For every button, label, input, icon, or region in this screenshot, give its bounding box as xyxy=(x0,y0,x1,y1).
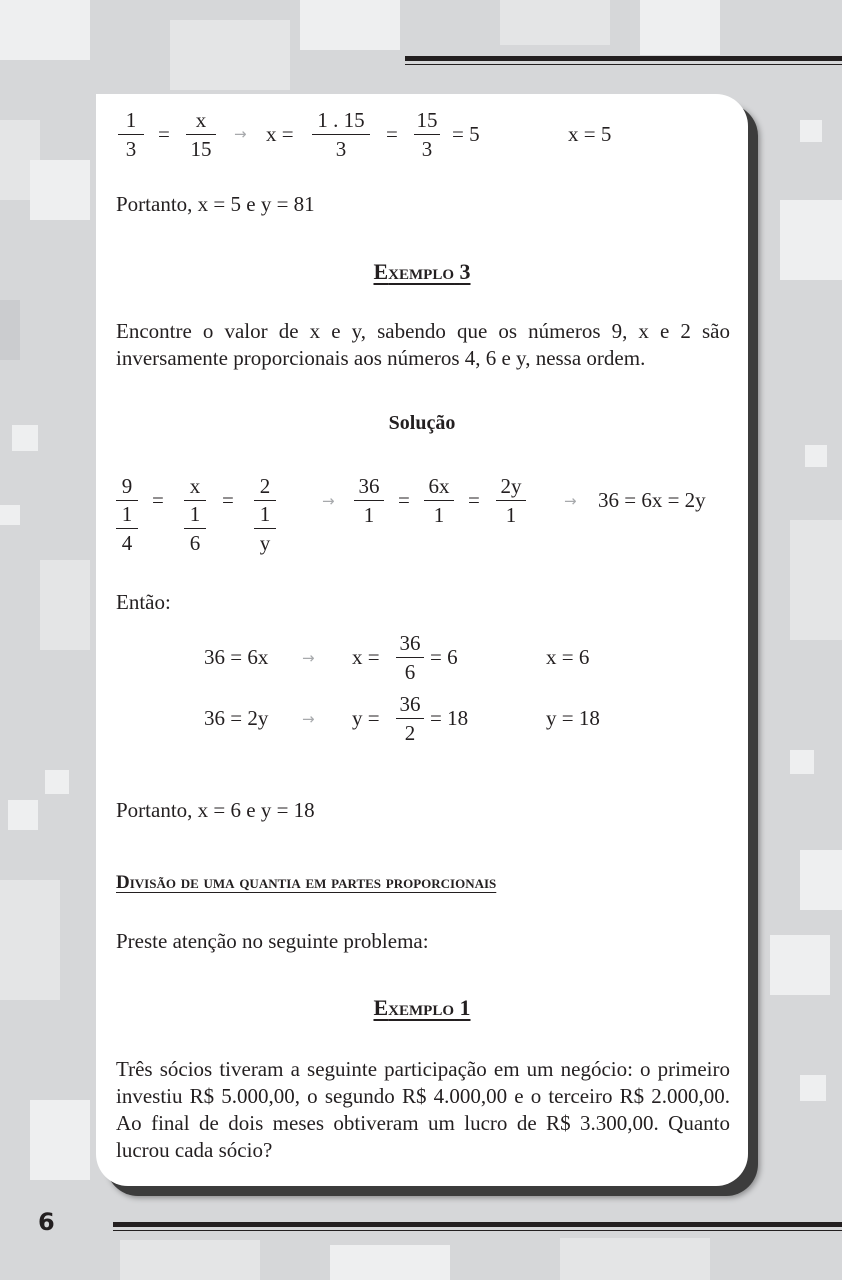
line2-right: = 18 xyxy=(430,706,469,730)
equals-sign: = xyxy=(152,488,164,512)
numerator: 36 xyxy=(396,633,424,658)
numerator: x xyxy=(184,476,206,501)
bg-square xyxy=(805,445,827,467)
denominator: 3 xyxy=(335,137,347,161)
section-title-text: Divisão de uma quantia em partes proporcionais xyxy=(116,872,497,893)
x-equals: x = xyxy=(266,122,294,146)
footer-rule xyxy=(113,1222,842,1227)
bg-square xyxy=(0,300,20,360)
bg-square xyxy=(790,520,842,640)
denominator: 3 xyxy=(421,137,433,161)
fraction-6x-1 xyxy=(424,476,454,526)
arrow-icon: → xyxy=(234,125,247,143)
line2-result: y = 18 xyxy=(546,706,600,730)
numerator: 2 xyxy=(254,476,276,501)
bg-square xyxy=(30,1100,90,1180)
numerator: 6x xyxy=(424,476,454,501)
equals-sign: = xyxy=(222,488,234,512)
equals-sign: = xyxy=(468,488,480,512)
arrow-icon: → xyxy=(302,710,315,728)
conclusion-text: Portanto, x = 6 e y = 18 xyxy=(116,798,315,822)
title-initial: E xyxy=(373,995,389,1020)
bg-square xyxy=(12,425,38,451)
denominator: 2 xyxy=(404,721,416,745)
fraction-9-over-1-4 xyxy=(116,476,138,501)
bg-square xyxy=(800,1075,826,1101)
numerator: 1 . 15 xyxy=(312,110,370,135)
fraction-1x15-3 xyxy=(312,110,370,160)
bg-square xyxy=(560,1238,710,1280)
fraction-x-over-1-6 xyxy=(184,476,206,501)
line1-right: = 6 xyxy=(430,645,458,669)
conclusion-text: Portanto, x = 5 e y = 81 xyxy=(116,192,315,216)
numerator: 36 xyxy=(354,476,384,501)
denominator: 1 xyxy=(363,503,375,527)
bg-square xyxy=(800,120,822,142)
title-small-caps: XEMPLO xyxy=(388,267,455,283)
fraction-1-6 xyxy=(184,504,206,554)
denominator: 6 xyxy=(404,660,416,684)
bg-square xyxy=(8,800,38,830)
bg-square xyxy=(45,770,69,794)
header-rule-thin xyxy=(405,64,842,65)
title-small-caps: XEMPLO xyxy=(388,1003,455,1019)
bg-square xyxy=(170,20,290,90)
numerator: 9 xyxy=(116,476,138,501)
arrow-icon: → xyxy=(564,492,577,510)
bg-square xyxy=(0,0,90,60)
line2-mid: y = xyxy=(352,706,380,730)
fraction-2y-1 xyxy=(496,476,526,526)
title-initial: E xyxy=(373,259,389,284)
denominator: 15 xyxy=(190,137,212,161)
example-3-title xyxy=(96,259,748,285)
bg-square xyxy=(640,0,720,55)
bg-square xyxy=(780,200,842,280)
denominator: 3 xyxy=(125,137,137,161)
numerator: 1 xyxy=(118,110,144,135)
line1-mid: x = xyxy=(352,645,380,669)
fraction-1-y xyxy=(254,504,276,554)
section-title xyxy=(116,872,496,894)
equals-five: = 5 xyxy=(452,122,480,146)
numerator: x xyxy=(186,110,216,135)
fraction-15-3 xyxy=(414,110,440,160)
numerator: 15 xyxy=(414,110,440,135)
bg-square xyxy=(500,0,610,45)
denominator: 4 xyxy=(121,531,133,555)
arrow-icon: → xyxy=(322,492,335,510)
bg-square xyxy=(30,160,90,220)
example-1-statement: Três sócios tiveram a seguinte participação em um negócio: o primeiro investiu R$ 5.000,00, o segundo R$ 4.000,00 e o terceiro R$ 2.000,00. Ao final de dois meses obtiveram um lucro de R$ 3.300,00. Quanto lucrou cada sócio? xyxy=(116,1057,730,1162)
numerator: 36 xyxy=(396,694,424,719)
denominator: 6 xyxy=(189,531,201,555)
line1-result: x = 6 xyxy=(546,645,590,669)
intro-text: Preste atenção no seguinte problema: xyxy=(116,929,429,953)
equals-sign: = xyxy=(158,122,170,146)
line2-left: 36 = 2y xyxy=(204,706,269,730)
equals-sign: = xyxy=(386,122,398,146)
fraction-1-3 xyxy=(118,110,144,160)
bg-square xyxy=(0,880,60,1000)
denominator: 1 xyxy=(433,503,445,527)
numerator: 1 xyxy=(116,504,138,529)
bg-square xyxy=(300,0,400,50)
result-x: x = 5 xyxy=(568,122,612,146)
solution-label: Solução xyxy=(388,412,456,434)
denominator: 1 xyxy=(505,503,517,527)
header-rule xyxy=(405,56,842,61)
arrow-icon: → xyxy=(302,649,315,667)
denominator: y xyxy=(259,531,271,555)
fraction-36-6 xyxy=(396,633,424,683)
equation-result: 36 = 6x = 2y xyxy=(598,488,706,512)
bg-square xyxy=(800,850,842,910)
footer-rule-thin xyxy=(113,1230,842,1231)
bg-square xyxy=(40,560,90,650)
title-number: 3 xyxy=(459,259,471,284)
numerator: 1 xyxy=(184,504,206,529)
content-card xyxy=(96,94,748,1186)
equals-sign: = xyxy=(398,488,410,512)
title-number: 1 xyxy=(459,995,471,1020)
page-number: 6 xyxy=(38,1208,55,1236)
numerator: 1 xyxy=(254,504,276,529)
then-label: Então: xyxy=(116,590,171,614)
example-1-title xyxy=(96,995,748,1021)
fraction-x-15 xyxy=(186,110,216,160)
bg-square xyxy=(120,1240,260,1280)
fraction-1-4 xyxy=(116,504,138,554)
bg-square xyxy=(0,505,20,525)
numerator: 2y xyxy=(496,476,526,501)
bg-square xyxy=(770,935,830,995)
example-3-statement: Encontre o valor de x e y, sabendo que os números 9, x e 2 são inversamente proporcionais aos números 4, 6 e y, nessa ordem. xyxy=(116,319,730,370)
bg-square xyxy=(790,750,814,774)
fraction-36-2 xyxy=(396,694,424,744)
fraction-2-over-1-y xyxy=(254,476,276,501)
fraction-36-1 xyxy=(354,476,384,526)
line1-left: 36 = 6x xyxy=(204,645,269,669)
bg-square xyxy=(330,1245,450,1280)
